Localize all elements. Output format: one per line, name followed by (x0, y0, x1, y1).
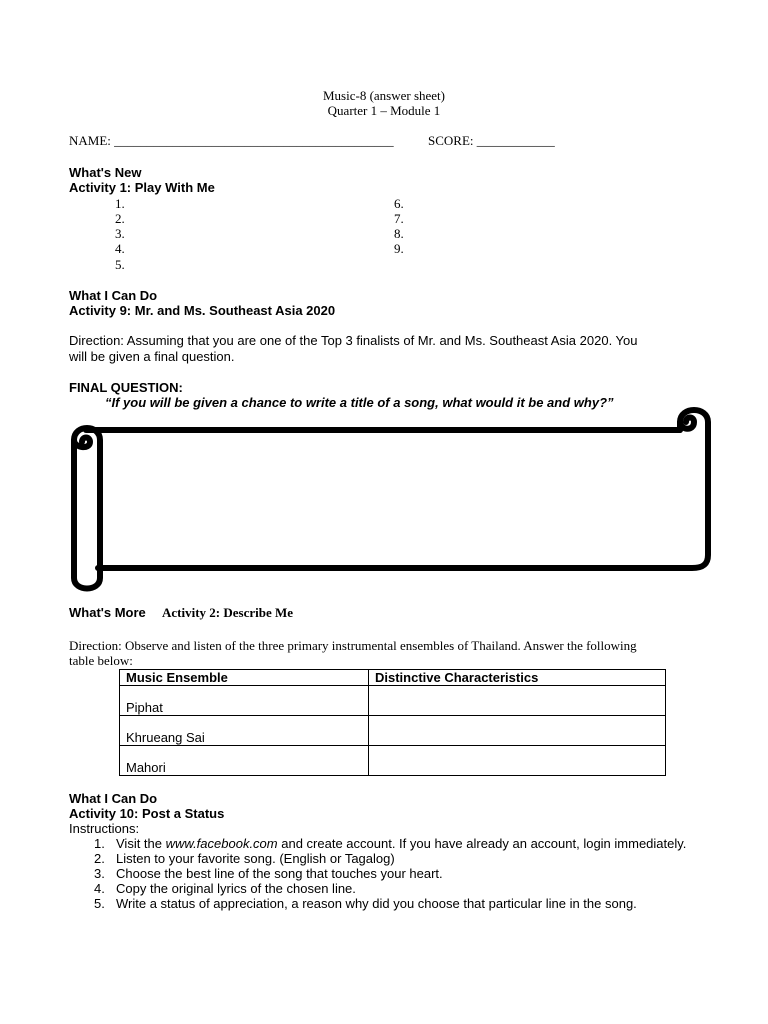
answer-number: 2. (115, 211, 125, 226)
direction-text: will be given a final question. (69, 349, 235, 364)
direction-text: table below: (69, 653, 133, 668)
table-header-characteristics: Distinctive Characteristics (369, 670, 666, 686)
answer-number: 9. (394, 241, 404, 256)
answer-number: 6. (394, 196, 404, 211)
ensemble-table (119, 669, 666, 776)
document-subtitle: Quarter 1 – Module 1 (327, 103, 441, 118)
document-title: Music-8 (answer sheet) (322, 88, 445, 103)
activity-9-title: Activity 9: Mr. and Ms. Southeast Asia 2020 (69, 303, 336, 318)
list-item (69, 851, 689, 866)
answer-number: 8. (394, 226, 404, 241)
answer-number: 4. (115, 241, 125, 256)
activity-2-title: Activity 2: Describe Me (162, 605, 294, 620)
list-item (69, 896, 689, 911)
table-header-ensemble: Music Ensemble (120, 670, 369, 686)
facebook-link[interactable]: www.facebook.com (165, 836, 278, 851)
list-item-number: 4. (94, 881, 105, 896)
direction-text: Direction: Assuming that you are one of the Top 3 finalists of Mr. and Ms. Southeast Asia 2020. You (69, 333, 638, 348)
list-item-number: 1. (94, 836, 105, 851)
list-item-number: 5. (94, 896, 105, 911)
table-row (120, 746, 666, 776)
step-text: Choose the best line of the song that touches your heart. (116, 866, 443, 881)
instruction-list (69, 836, 689, 911)
final-question-label: FINAL QUESTION: (69, 380, 183, 395)
characteristics-answer-cell[interactable] (369, 746, 666, 776)
table-row (120, 686, 666, 716)
activity-10-title: Activity 10: Post a Status (69, 806, 225, 821)
direction-text: Direction: Observe and listen of the three primary instrumental ensembles of Thailand. Answer the following (69, 638, 637, 653)
step-text: Listen to your favorite song. (English or Tagalog) (116, 851, 395, 866)
name-field-label: NAME: ___________________________________________ (69, 133, 394, 148)
list-item-number: 2. (94, 851, 105, 866)
ensemble-name-cell: Mahori (120, 746, 369, 776)
step-text: and create account. If you have already an account, login immediately. (277, 836, 687, 851)
characteristics-answer-cell[interactable] (369, 716, 666, 746)
section-heading-whats-new: What's New (69, 165, 142, 180)
ensemble-name-cell: Khrueang Sai (120, 716, 369, 746)
characteristics-answer-cell[interactable] (369, 686, 666, 716)
answer-number: 5. (115, 257, 125, 272)
list-item (69, 836, 689, 851)
instructions-label: Instructions: (69, 821, 140, 836)
score-field-label: SCORE: ____________ (428, 133, 555, 148)
list-item (69, 866, 689, 881)
section-heading-whats-more: What's More (69, 605, 146, 620)
section-heading-what-i-can-do: What I Can Do (69, 791, 158, 806)
scroll-answer-box[interactable] (68, 400, 718, 595)
final-question-text: “If you will be given a chance to write a title of a song, what would it be and why?” (105, 395, 614, 410)
answer-number: 3. (115, 226, 125, 241)
answer-number: 1. (115, 196, 125, 211)
ensemble-name-cell: Piphat (120, 686, 369, 716)
step-text: Copy the original lyrics of the chosen line. (116, 881, 356, 896)
list-item-number: 3. (94, 866, 105, 881)
step-text: Write a status of appreciation, a reason why did you choose that particular line in the song. (116, 896, 637, 911)
step-text: Visit the (116, 836, 166, 851)
activity-1-title: Activity 1: Play With Me (69, 180, 215, 195)
section-heading-what-i-can-do: What I Can Do (69, 288, 158, 303)
list-item (69, 881, 689, 896)
table-row (120, 716, 666, 746)
answer-number: 7. (394, 211, 404, 226)
table-header-row (120, 670, 666, 686)
